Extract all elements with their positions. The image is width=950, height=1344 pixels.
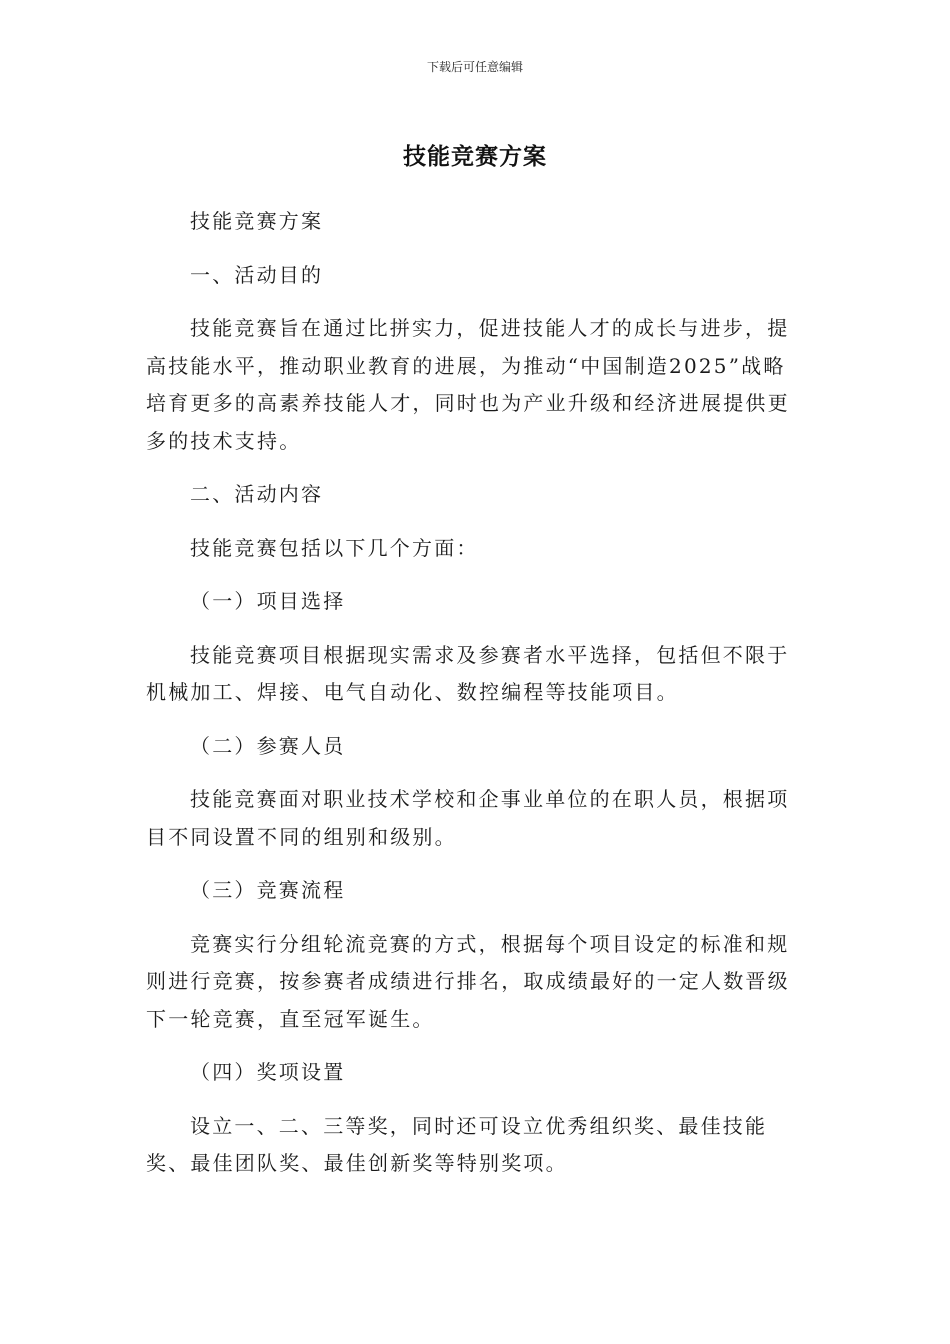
subheading-project-selection: （一）项目选择 (190, 589, 346, 613)
paragraph-purpose: 技能竞赛旨在通过比拼实力，促进技能人才的成长与进步，提高技能水平，推动职业教育的进展，为推动“中国制造2025”战略培育更多的高素养技能人才，同时也为产业升级和经济进展提供更多的技术支持。 (146, 316, 790, 453)
paragraph-project-selection: 技能竞赛项目根据现实需求及参赛者水平选择，包括但不限于机械加工、焊接、电气自动化、数控编程等技能项目。 (146, 642, 790, 704)
paragraph-awards: 设立一、二、三等奖，同时还可设立优秀组织奖、最佳技能奖、最佳团队奖、最佳创新奖等特别奖项。 (146, 1113, 768, 1175)
subheading-participants: （二）参赛人员 (190, 733, 346, 758)
header-note: 下载后可任意编辑 (426, 60, 523, 74)
paragraph-competition-process: 竞赛实行分组轮流竞赛的方式，根据每个项目设定的标准和规则进行竞赛，按参赛者成绩进行排名，取成绩最好的一定人数晋级下一轮竞赛，直至冠军诞生。 (146, 931, 790, 1031)
document-body (146, 203, 806, 1199)
paragraph-doc-name: 技能竞赛方案 (190, 209, 324, 233)
paragraph-participants: 技能竞赛面对职业技术学校和企事业单位的在职人员，根据项目不同设置不同的组别和级别。 (146, 787, 790, 849)
document-title: 技能竞赛方案 (403, 144, 547, 170)
section-heading-content: 二、活动内容 (190, 482, 324, 506)
paragraph-content-intro: 技能竞赛包括以下几个方面： (190, 535, 479, 560)
subheading-awards: （四）奖项设置 (190, 1060, 346, 1084)
subheading-competition-process: （三）竞赛流程 (190, 878, 346, 902)
section-heading-purpose: 一、活动目的 (190, 262, 324, 287)
